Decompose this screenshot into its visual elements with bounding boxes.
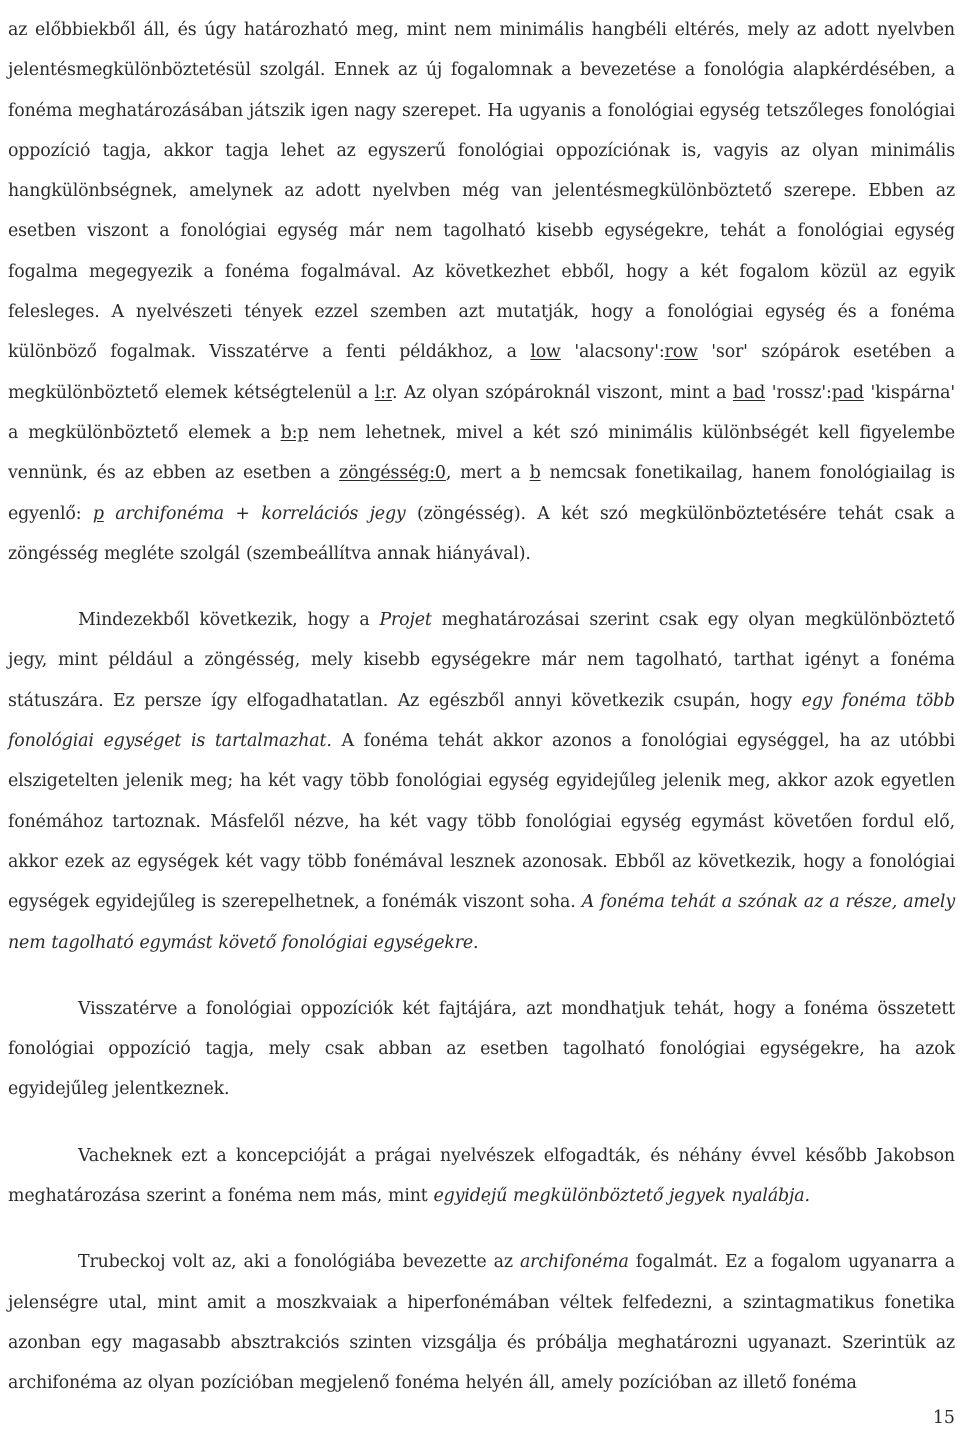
underlined-word: pad [831,382,864,403]
text-run: A fonéma tehát akkor azonos a fonológiai egységgel, ha az utóbbi elszigetelten jelenik meg; ha két vagy több fonológiai egység egyidejűleg jelenik meg, akkor azok egyetlen fonémához tartoznak. Másfelől nézve, ha két vagy több fonológiai egység egymást követően fordul elő, akkor ezek az egységek két vagy több fonémával lesznek azonosak. Ebből az következik, hogy a fonológiai egységek egyidejűleg is szerepelhetnek, a fonémák viszont soha. [8,731,955,913]
paragraph-2 [8,600,955,963]
page-number: 15 [932,1408,955,1428]
text-run: . Az olyan szópároknál viszont, mint a [392,382,733,403]
italic-run: Projet [379,610,432,631]
text-run: nemcsak fonetikailag, hanem fonológiailag is egyenlő: [8,463,955,524]
underlined-word: b [529,463,541,484]
underlined-word: bad [732,382,766,403]
text-run: 'sor' szópárok esetében a megkülönböztető elemek kétségtelenül a [8,342,955,403]
italic-run: egyidejű megkülönböztető jegyek nyalábja. [433,1186,810,1207]
underlined-word: p [92,503,104,524]
paragraph-3 [8,989,955,1110]
underlined-word: low [530,342,561,363]
text-run: 'kispárna' a megkülönböztető elemek a [8,382,955,443]
text-run: (zöngésség). A két szó megkülönböztetésére tehát csak a zöngésség megléte szolgál (szembeállítva annak hiányával). [8,503,956,564]
paragraph-4 [8,1136,955,1217]
text-run: 'rossz': [765,382,832,403]
text-run: Mindezekből következik, hogy a [78,610,380,631]
text-run: Vacheknek ezt a koncepcióját a prágai nyelvészek elfogadták, és néhány évvel később Jakobson meghatározása szerint a fonéma nem más, mint [8,1145,955,1207]
text-run: meghatározásai szerint csak egy olyan megkülönböztető jegy, mint például a zöngésség, mely kisebb egységekre már nem tagolható, tarthat igényt a fonéma státuszára. Ez persze így elfogadhatatlan. Az egészből annyi következik csupán, hogy [8,610,955,711]
paragraph-5 [8,1242,955,1403]
text-run: 'alacsony': [560,342,665,363]
underlined-word: row [664,342,698,363]
text-run: , mert a [445,463,530,484]
italic-run: A fonéma tehát a szónak az a része, amely nem tagolható egymást követő fonológiai egységekre. [8,892,955,953]
paragraph-1 [8,10,955,574]
text-run: az előbbiekből áll, és úgy határozható meg, mint nem minimális hangbéli eltérés, mely az adott nyelvben jelentésmegkülönböztetésül szolgál. Ennek az új fogalomnak a bevezetése a fonológia alapkérdésében, a fonéma meghatározásában játszik igen nagy szerepet. Ha ugyanis a fonológiai egység tetszőleges fonológiai oppozíció tagja, akkor tagja lehet az egyszerű fonológiai oppozíciónak is, vagyis az olyan minimális hangkülönbségnek, amelynek az adott nyelvben még van jelentésmegkülönböztető szerepe. Ebben az esetben viszont a fonológiai egység már nem tagolható kisebb egységekre, tehát a fonológiai egység fogalma megegyezik a fonéma fogalmával. Az következhet ebből, hogy a két fogalom közül az egyik felesleges. A nyelvészeti tények ezzel szemben azt mutatják, hogy a fonológiai egység és a fonéma különböző fogalmak. Visszatérve a fenti példákhoz, a [8,20,955,363]
document-page [8,0,955,1404]
text-run: fogalmát. Ez a fogalom ugyanarra a jelenségre utal, mint amit a moszkvaiak a hiperfonémában véltek felfedezni, a szintagmatikus fonetika azonban egy magasabb absztrakciós szinten vizsgálja és próbálja meghatározni ugyanazt. Szerintük az archifonéma az olyan pozícióban megjelenő fonéma helyén áll, amely pozícióban az illető fonéma [8,1252,956,1394]
underlined-word: zöngésség:0 [339,463,446,484]
text-run: Visszatérve a fonológiai oppozíciók két fajtájára, azt mondhatjuk tehát, hogy a fonéma összetett fonológiai oppozíció tagja, mely csak abban az esetben tagolható fonológiai egységekre, ha azok egyidejűleg jelentkeznek. [8,998,955,1100]
italic-run: korrelációs jegy [261,503,406,524]
text-run: nem lehetnek, mivel a két szó minimális különbségét kell figyelembe vennünk, és az ebben az esetben a [8,422,956,484]
italic-run: egy fonéma több fonológiai egységet is tartalmazhat. [8,690,955,752]
underlined-word: l:r [374,382,393,403]
text-run: Trubeckoj volt az, aki a fonológiába bevezette az [78,1252,520,1273]
text-run: + [224,503,262,524]
italic-run: archifonéma [103,503,225,524]
underlined-word: b:p [280,422,309,443]
italic-run: archifonéma [519,1252,629,1273]
